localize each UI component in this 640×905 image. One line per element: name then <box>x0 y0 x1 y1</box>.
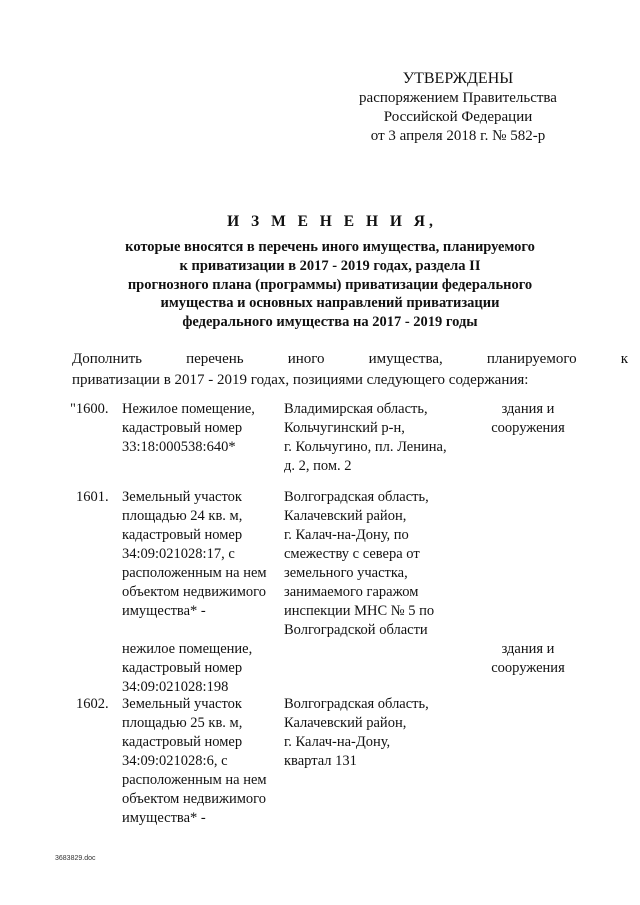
description-line: площадью 25 кв. м, <box>122 715 243 731</box>
description-line: Нежилое помещение, <box>122 401 255 417</box>
entry-number: 1601. <box>76 489 109 505</box>
address-line: д. 2, пом. 2 <box>284 458 352 474</box>
address-line: Калачевский район, <box>284 715 407 731</box>
entry-address <box>284 400 464 476</box>
approval-block <box>300 69 616 146</box>
address-line: г. Калач-на-Дону, по <box>284 527 409 543</box>
subtitle-line: к приватизации в 2017 - 2019 годах, раздела II <box>179 257 481 274</box>
entry-description <box>122 640 282 697</box>
subtitle-line: которые вносятся в перечень иного имущества, планируемого <box>125 239 535 255</box>
description-line: объектом недвижимого <box>122 584 267 600</box>
description-line: расположенным на нем <box>122 565 267 581</box>
description-line: кадастровый номер <box>122 420 243 436</box>
description-line: 34:09:021028:198 <box>122 679 229 695</box>
address-line: г. Калач-на-Дону, <box>284 734 391 750</box>
address-line: Кольчугинский р-н, <box>284 420 405 436</box>
address-line: квартал 131 <box>284 753 357 769</box>
document-subtitle <box>90 238 570 332</box>
address-line: земельного участка, <box>284 565 408 581</box>
description-line: кадастровый номер <box>122 734 243 750</box>
description-line: имущества* - <box>122 810 206 826</box>
description-line: кадастровый номер <box>122 527 243 543</box>
approval-line-2: Российской Федерации <box>383 109 533 125</box>
description-line: 34:09:021028:6, с <box>122 753 228 769</box>
description-line: объектом недвижимого <box>122 791 267 807</box>
description-line: 34:09:021028:17, с <box>122 546 235 562</box>
subtitle-line: федерального имущества на 2017 - 2019 годы <box>182 314 478 331</box>
entry-number: "1600. <box>70 401 109 417</box>
kind-line: здания и <box>501 641 555 657</box>
description-line: площадью 24 кв. м, <box>122 508 243 524</box>
description-line: Земельный участок <box>122 696 242 712</box>
address-line: Калачевский район, <box>284 508 407 524</box>
entry-description <box>122 695 282 828</box>
description-line: 33:18:000538:640* <box>122 439 236 455</box>
entry-kind <box>470 640 586 678</box>
intro-line-2: приватизации в 2017 - 2019 годах, позициями следующего содержания: <box>72 372 529 388</box>
entry-description <box>122 488 282 621</box>
entry-row <box>0 488 640 638</box>
address-line: г. Кольчугино, пл. Ленина, <box>284 439 447 455</box>
approval-heading: УТВЕРЖДЕНЫ <box>402 70 514 87</box>
kind-line: сооружения <box>491 660 565 676</box>
description-line: кадастровый номер <box>122 660 243 676</box>
subtitle-line: имущества и основных направлений приватизации <box>160 295 500 312</box>
kind-line: сооружения <box>491 420 565 436</box>
subtitle-line: прогнозного плана (программы) приватизации федерального <box>127 276 533 293</box>
description-line: имущества* - <box>122 603 206 619</box>
kind-line: здания и <box>501 401 555 417</box>
entry-number: 1602. <box>76 696 109 712</box>
address-line: Волгоградская область, <box>284 489 429 505</box>
address-line: занимаемого гаражом <box>284 584 419 600</box>
address-line: Волгоградской области <box>284 622 428 638</box>
description-line: нежилое помещение, <box>122 641 253 657</box>
approval-line-3: от 3 апреля 2018 г. № 582-р <box>370 128 546 144</box>
address-line: инспекции МНС № 5 по <box>284 603 435 619</box>
intro-line-1: Дополнить перечень иного имущества, планируемого к <box>72 351 628 367</box>
entry-address <box>284 695 464 771</box>
entry-row <box>0 400 640 480</box>
address-line: Владимирская область, <box>284 401 428 417</box>
address-line: смежеству с севера от <box>284 546 420 562</box>
entry-address <box>284 488 464 640</box>
address-line: Волгоградская область, <box>284 696 429 712</box>
description-line: расположенным на нем <box>122 772 267 788</box>
document-title: И З М Е Н Е Н И Я, <box>227 213 437 230</box>
file-name-footer: 3683829.doc <box>55 855 96 862</box>
entry-description <box>122 400 282 457</box>
approval-line-1: распоряжением Правительства <box>359 90 557 106</box>
entry-row <box>0 695 640 835</box>
entry-kind <box>470 400 586 438</box>
description-line: Земельный участок <box>122 489 242 505</box>
